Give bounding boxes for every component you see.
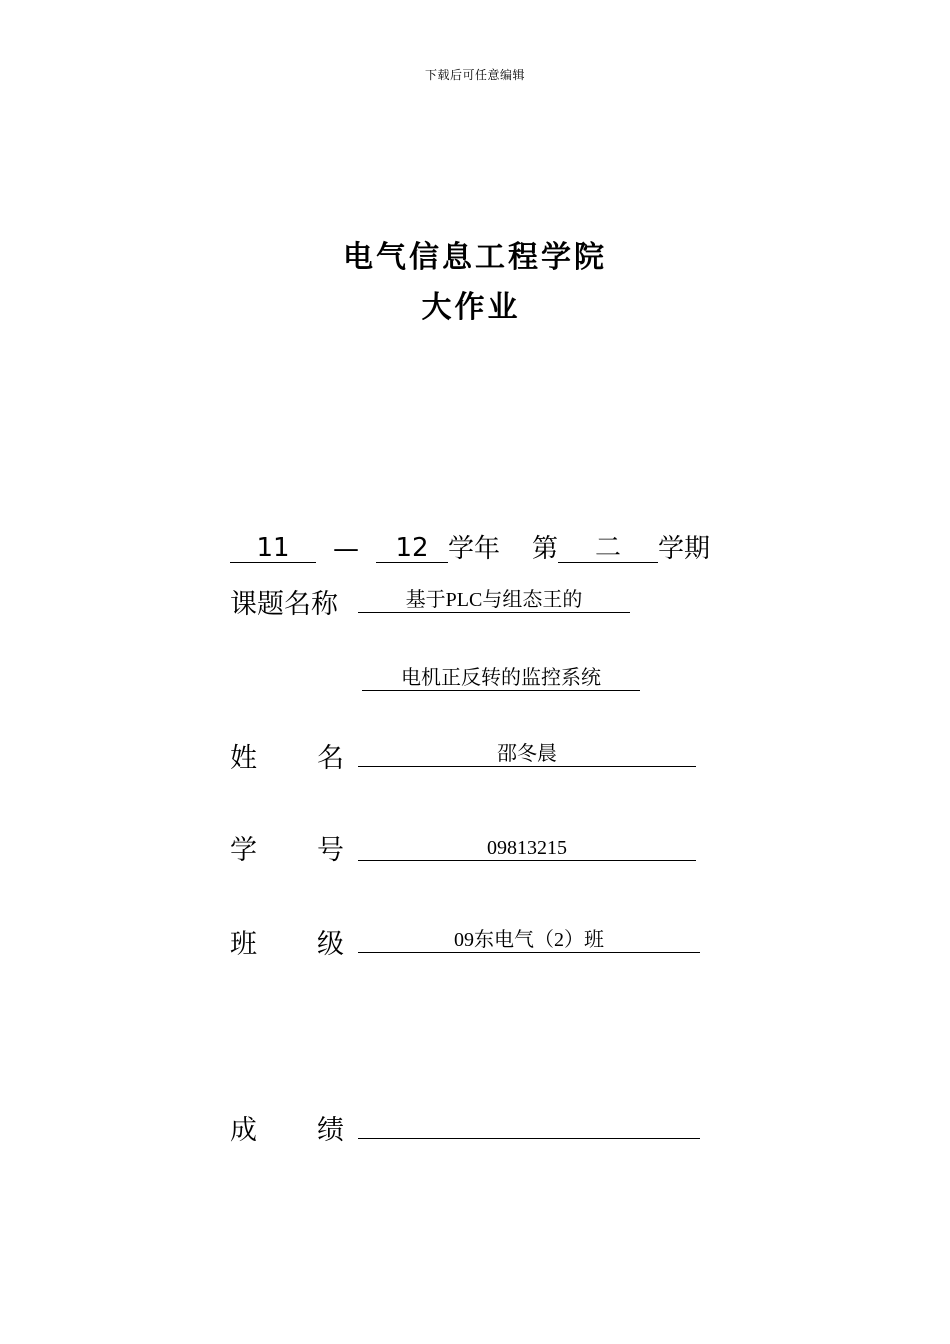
term-row xyxy=(230,530,710,564)
header-note: 下载后可任意编辑 xyxy=(424,68,525,82)
semester-label: 学期 xyxy=(658,534,711,564)
academic-year-label: 学年 xyxy=(448,534,501,564)
college-title: 电气信息工程学院 xyxy=(343,240,607,275)
grade-field[interactable] xyxy=(358,1112,700,1139)
topic-label: 课题名称 xyxy=(230,589,338,620)
assignment-title: 大作业 xyxy=(421,290,521,325)
student-id-label: 学 号 xyxy=(230,835,344,866)
ordinal-prefix: 第 xyxy=(532,534,559,564)
topic-field-line2[interactable]: 电机正反转的监控系统 xyxy=(362,664,640,691)
year-dash: — xyxy=(333,534,359,564)
class-label: 班 级 xyxy=(230,929,344,960)
end-year-field[interactable]: 12 xyxy=(376,530,448,563)
semester-field[interactable]: 二 xyxy=(558,530,658,563)
class-field[interactable]: 09东电气（2）班 xyxy=(358,926,700,953)
start-year-field[interactable]: 11 xyxy=(230,530,316,563)
name-label: 姓 名 xyxy=(230,743,344,774)
student-id-field[interactable]: 09813215 xyxy=(358,834,696,861)
name-field[interactable]: 邵冬晨 xyxy=(358,740,696,767)
grade-label: 成 绩 xyxy=(230,1115,344,1146)
topic-field-line1[interactable]: 基于PLC与组态王的 xyxy=(358,586,630,613)
